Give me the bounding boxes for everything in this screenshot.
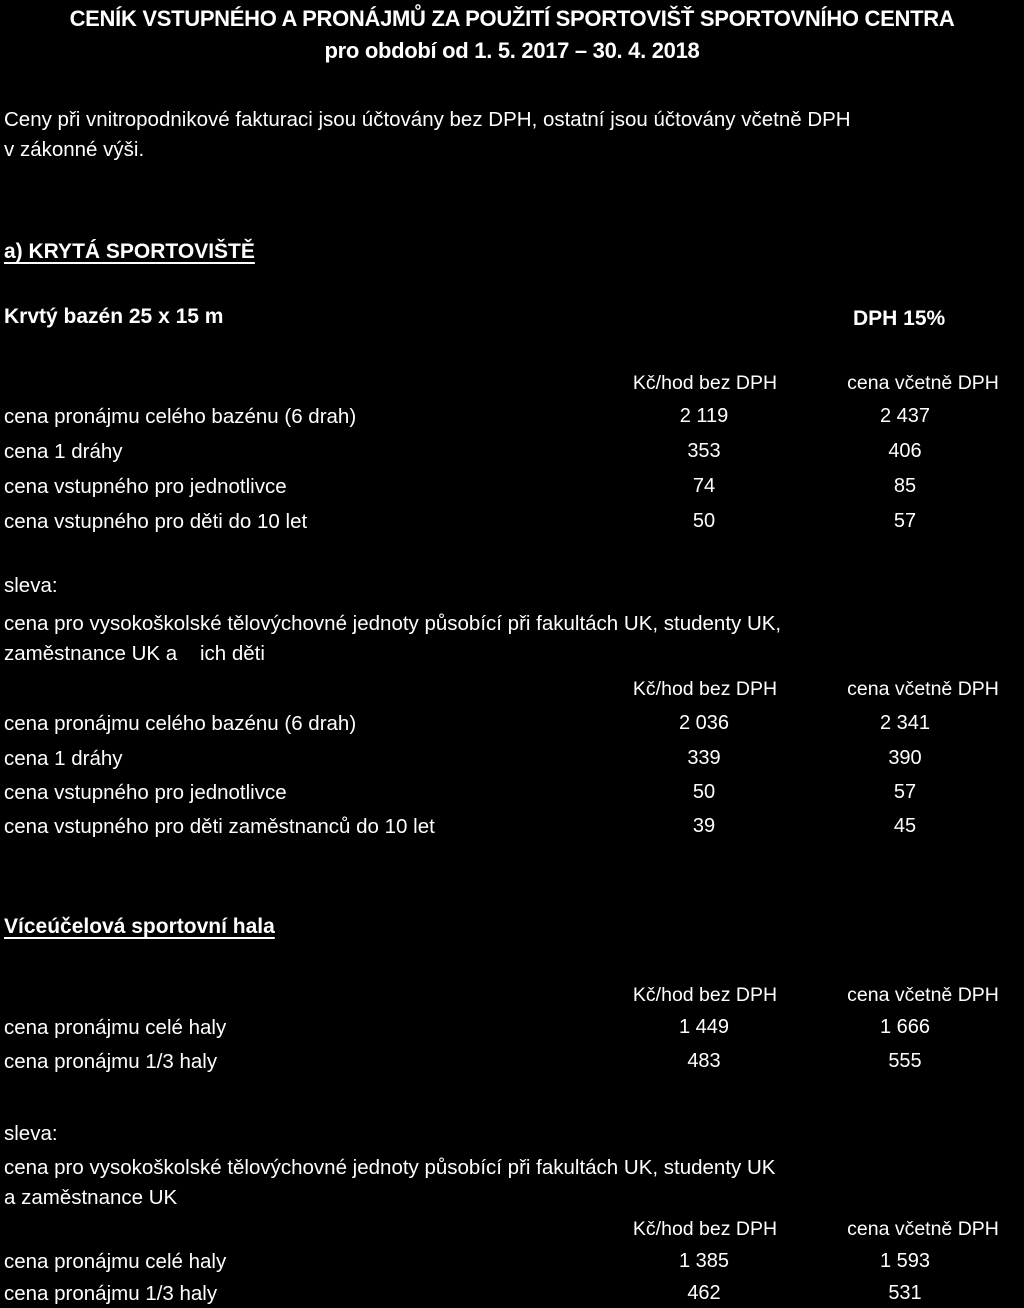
pool-discount-row-gross: 57 bbox=[893, 781, 917, 803]
pool-discount-row-gross: 45 bbox=[893, 815, 917, 837]
hall-title: Víceúčelová sportovní hala bbox=[4, 915, 275, 938]
intro-line-1: Ceny při vnitropodnikové fakturaci jsou účtovány bez DPH, ostatní jsou účtovány včetně DPH bbox=[4, 108, 851, 131]
pool-discount-row-label: cena vstupného pro děti zaměstnanců do 10 let bbox=[4, 815, 435, 838]
pool-discount-row-net: 2 036 bbox=[678, 712, 730, 734]
hall-row-label: cena pronájmu celé haly bbox=[4, 1016, 227, 1039]
pool-row-gross: 57 bbox=[893, 510, 917, 532]
hall-discount-row-label: cena pronájmu 1/3 haly bbox=[4, 1282, 218, 1305]
discount-desc-line-1: cena pro vysokoškolské tělovýchovné jednoty působící při fakultách UK, studenty UK, bbox=[4, 612, 782, 635]
col-header-net: Kč/hod bez DPH bbox=[632, 372, 778, 394]
pool-discount-row-gross: 2 341 bbox=[879, 712, 931, 734]
pool-row-gross: 85 bbox=[893, 475, 917, 497]
pool-row-label: cena 1 dráhy bbox=[4, 440, 123, 463]
col-header-net: Kč/hod bez DPH bbox=[632, 678, 778, 700]
hall-discount-row-gross: 531 bbox=[888, 1282, 922, 1304]
hall-row-gross: 555 bbox=[888, 1050, 922, 1072]
section-heading: a) KRYTÁ SPORTOVIŠTĚ bbox=[4, 240, 255, 263]
pool-discount-row-net: 50 bbox=[692, 781, 716, 803]
discount-desc-line-2: a zaměstnance UK bbox=[4, 1186, 178, 1209]
hall-row-gross: 1 666 bbox=[879, 1016, 931, 1038]
pool-title: Krvtý bazén 25 x 15 m bbox=[4, 305, 224, 328]
pool-row-label: cena pronájmu celého bazénu (6 drah) bbox=[4, 405, 357, 428]
hall-row-net: 483 bbox=[687, 1050, 721, 1072]
pool-row-gross: 2 437 bbox=[879, 405, 931, 427]
pool-row-gross: 406 bbox=[888, 440, 922, 462]
pool-row-net: 50 bbox=[692, 510, 716, 532]
col-header-gross: cena včetně DPH bbox=[847, 984, 999, 1006]
discount-desc-line-2: zaměstnance UK a ich děti bbox=[4, 642, 265, 665]
pool-row-label: cena vstupného pro jednotlivce bbox=[4, 475, 287, 498]
pool-discount-row-label: cena vstupného pro jednotlivce bbox=[4, 781, 287, 804]
page-subtitle: pro období od 1. 5. 2017 – 30. 4. 2018 bbox=[324, 38, 700, 63]
hall-row-label: cena pronájmu 1/3 haly bbox=[4, 1050, 218, 1073]
col-header-net: Kč/hod bez DPH bbox=[632, 1218, 778, 1240]
hall-discount-row-net: 1 385 bbox=[678, 1250, 730, 1272]
discount-desc-line-1: cena pro vysokoškolské tělovýchovné jednoty působící při fakultách UK, studenty UK bbox=[4, 1156, 776, 1179]
hall-discount-row-net: 462 bbox=[687, 1282, 721, 1304]
hall-row-net: 1 449 bbox=[678, 1016, 730, 1038]
discount-label: sleva: bbox=[4, 574, 58, 597]
col-header-net: Kč/hod bez DPH bbox=[632, 984, 778, 1006]
pool-row-net: 353 bbox=[687, 440, 721, 462]
pool-row-net: 74 bbox=[692, 475, 716, 497]
pool-row-net: 2 119 bbox=[679, 405, 729, 427]
pool-discount-row-label: cena 1 dráhy bbox=[4, 747, 123, 770]
col-header-gross: cena včetně DPH bbox=[847, 372, 999, 394]
pool-discount-row-net: 339 bbox=[687, 747, 721, 769]
hall-discount-row-label: cena pronájmu celé haly bbox=[4, 1250, 227, 1273]
vat-rate-label: DPH 15% bbox=[853, 307, 946, 330]
hall-discount-row-gross: 1 593 bbox=[879, 1250, 931, 1272]
page-title: CENÍK VSTUPNÉHO A PRONÁJMŮ ZA POUŽITÍ SPORTOVIŠŤ SPORTOVNÍHO CENTRA bbox=[69, 6, 955, 31]
pool-discount-row-gross: 390 bbox=[888, 747, 922, 769]
pool-discount-row-label: cena pronájmu celého bazénu (6 drah) bbox=[4, 712, 357, 735]
pool-discount-row-net: 39 bbox=[692, 815, 716, 837]
col-header-gross: cena včetně DPH bbox=[847, 1218, 999, 1240]
discount-label: sleva: bbox=[4, 1122, 58, 1145]
pool-row-label: cena vstupného pro děti do 10 let bbox=[4, 510, 308, 533]
intro-line-2: v zákonné výši. bbox=[4, 138, 145, 161]
col-header-gross: cena včetně DPH bbox=[847, 678, 999, 700]
